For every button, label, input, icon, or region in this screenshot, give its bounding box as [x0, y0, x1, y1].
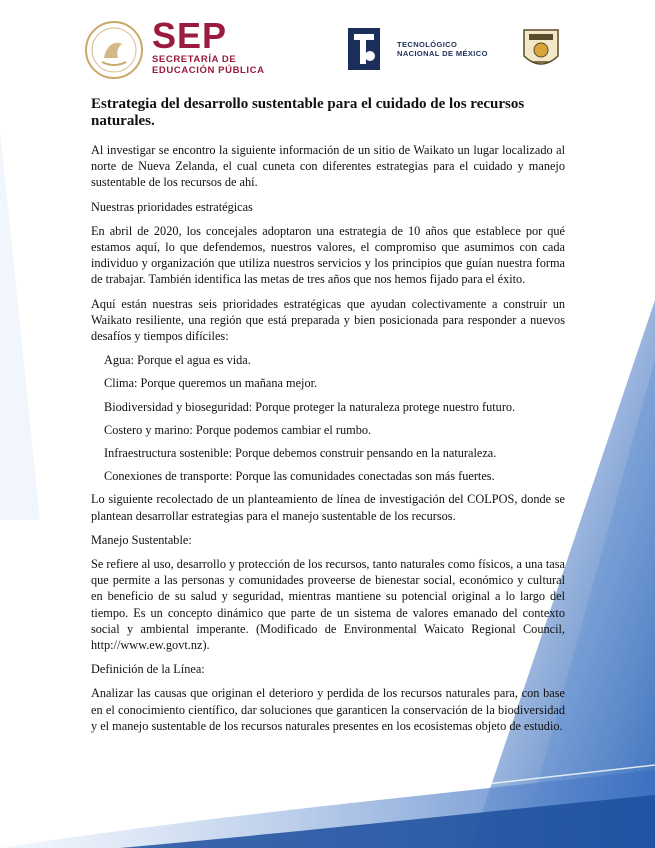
priorities-intro-paragraph: Aquí están nuestras seis prioridades estratégicas que ayudan colectivamente a construir un Waikato resiliente, una región que está preparada y bien posicionada para responder a nuevos desafíos y tiempos difíciles: [91, 296, 565, 344]
priorities-heading: Nuestras prioridades estratégicas [91, 199, 253, 214]
institute-crest-icon [520, 24, 562, 74]
manejo-paragraph: Se refiere al uso, desarrollo y protección de los recursos, tanto naturales como físicos, a una tasa que permite a las personas y comunidades proveerse de bienestar social, económico y cultural en beneficio de su salud y seguridad, mientras mantiene su potencial original a lo largo del tiempo. Es un concepto dinámico que parte de un sistema de valores emanado del contexto social y ambiental imperante. (Modificado de Environmental Waicato Regional Council, http://www.ew.govt.nz). [91, 557, 565, 653]
page-header [0, 0, 655, 90]
tecnm-line2: NACIONAL DE MÉXICO [397, 49, 488, 58]
tecnm-wordmark [397, 40, 488, 58]
list-item: Clima: Porque queremos un mañana mejor. [104, 376, 318, 391]
mexico-seal-icon [84, 20, 144, 80]
list-item: Conexiones de transporte: Porque las comunidades conectadas son más fuertes. [104, 469, 495, 484]
intro-paragraph: Al investigar se encontro la siguiente información de un sitio de Waikato un lugar localizado al norte de Nueva Zelanda, el cual cuneta con diferentes estrategias para el cuidado y manejo sustentable de los recursos de ahí. [91, 143, 565, 190]
priorities-list [91, 352, 565, 484]
colpos-paragraph: Lo siguiente recolectado de un planteamiento de línea de investigación del COLPOS, donde se plantean desarrollar estrategias para el manejo sustentable de los recursos. [91, 492, 565, 523]
definicion-paragraph: Analizar las causas que originan el deterioro y perdida de los recursos naturales para, con base en el conocimiento científico, dar soluciones que garanticen la conservación de la biodiversidad y el manejo sustentable de los recursos naturales presentes en los ecosistemas objeto de estudio. [91, 686, 565, 733]
sep-logo [152, 15, 265, 76]
document-title: Estrategia del desarrollo sustentable para el cuidado de los recursos naturales. [91, 96, 525, 129]
list-item: Agua: Porque el agua es vida. [104, 353, 251, 368]
left-fade-wedge [0, 130, 40, 520]
tecnm-logo-icon [342, 24, 386, 74]
sep-line1: SECRETARÍA DE [152, 54, 237, 65]
list-item: Biodiversidad y bioseguridad: Porque proteger la naturaleza protege nuestro futuro. [104, 399, 516, 414]
strategy-paragraph: En abril de 2020, los concejales adoptaron una estrategia de 10 años que establece por qué estamos aquí, lo que defendemos, nuestros valores, el compromiso que asumimos con cada individuo y organización que utiliza nuestros servicios y los principios que guían nuestra forma de trabajar. También identifica las metas de tres años que nos hemos fijado para el éxito. [91, 223, 565, 287]
sep-wordmark: SEP [152, 15, 228, 56]
list-item: Infraestructura sostenible: Porque debemos construir pensando en la naturaleza. [104, 446, 497, 461]
list-item: Costero y marino: Porque podemos cambiar el rumbo. [104, 422, 372, 437]
tecnm-line1: TECNOLÓGICO [397, 40, 458, 49]
document-body [91, 96, 565, 742]
definicion-heading: Definición de la Línea: [91, 662, 205, 677]
sep-line2: EDUCACIÓN PÚBLICA [152, 65, 265, 76]
manejo-heading: Manejo Sustentable: [91, 532, 192, 547]
